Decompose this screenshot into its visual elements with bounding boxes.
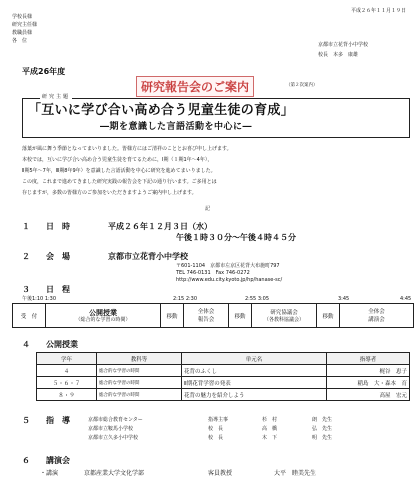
lessons-header-grade: 学年 [37,353,97,365]
schedule-move-1: 移動 [161,304,184,328]
guidance-surname-2: 高 橋 [262,426,278,432]
schedule-time-3: 2:55 3:05 [245,296,270,302]
guidance-surname-3: 木 下 [262,435,278,441]
schedule-move-2: 移動 [229,304,252,328]
table-row [37,365,410,377]
guidance-given-2: 弘 先生 [312,426,333,432]
section-5-label: 指 導 [46,416,70,425]
theme-sub: ―期を意識した言語活動を中心に― [100,122,253,132]
ki-mark: 記 [205,206,211,212]
lesson-grade: ８・９ [37,389,97,401]
schedule-research-meeting [252,304,317,328]
guidance-role-1: 指導主事 [208,417,229,423]
schedule-plenary-report [184,304,229,328]
theme-main: 「互いに学び合い高め合う児童生徒の育成」 [28,103,295,118]
schedule-time-2: 2:15 2:30 [173,296,198,302]
lecture-title: 客員教授 [208,470,233,477]
section-4-label: 公開授業 [46,340,78,349]
guidance-given-1: 朗 先生 [312,417,333,423]
guidance-org-3: 京都市立久多小中学校 [88,435,139,441]
schedule-reception: 受 付 [13,304,46,328]
document-date: 平成２６年１１月１９日 [350,8,406,14]
section-3-label: 日 程 [46,285,70,294]
section-1-number: １ [22,222,30,231]
guidance-org-1: 京都市総合教育センター [88,417,143,423]
section-6-label: 講演会 [46,456,70,465]
schedule-time-5: 4:45 [400,296,412,302]
lesson-teacher: 稲島 大・森本 育 [327,377,410,389]
lesson-subject: 総合的な学習の時間 [97,377,182,389]
venue-tel: TEL 746-0131 Fax 746-0272 [176,270,250,276]
theme-label: 研究主題 [42,94,71,100]
lessons-header-unit: 単元名 [182,353,327,365]
recipient-2: 研究主任様 [12,22,38,28]
schedule-time-4: 3:45 [338,296,350,302]
guidance-given-3: 明 先生 [312,435,333,441]
schedule-plenary-lecture [340,304,414,328]
lesson-grade: ４ [37,365,97,377]
schedule-plenary-report-line1: 全体会 [197,308,215,315]
lessons-header-teacher: 指導者 [327,353,410,365]
schedule-open-lesson [46,304,161,328]
section-1-label: 日 時 [46,222,70,231]
venue-name: 京都市立花背小中学校 [108,252,188,261]
schedule-plenary-report-line2: 報告会 [197,316,215,323]
lessons-header-row [37,353,410,365]
section-1-time: 午後１時３０分～午後４時４５分 [176,233,296,242]
lecture-affiliation: 京都産業大学文化学部 [84,470,145,477]
schedule-open-lesson-sub: （総合的な学習の時間） [75,316,131,323]
recipient-4: 各 位 [12,38,28,44]
lesson-unit: 花背の魅力を紹介しよう [182,389,327,401]
intro-line-2: 本校では，互いに学び合い高め合う児童生徒を育てるために，Ⅰ期（１期1年～4年）， [22,157,213,163]
schedule-plenary-lecture-line1: 全体会 [368,308,385,315]
section-6-number: ６ [22,456,30,465]
lesson-unit: 花背のふくし [182,365,327,377]
venue-address: 〒601-1104 京都市左京区花背大布施町797 [176,263,280,269]
intro-line-3: Ⅱ期5年～7年，Ⅲ期8年9年）を意識した言語活動を中心に研究を進めてまいりました。 [22,168,216,174]
schedule-table [12,303,414,328]
lesson-teacher: 高屋 宏元 [327,389,410,401]
lesson-unit: Ⅱ期花背学習の発表 [182,377,327,389]
lecture-prefix: ・講演 [40,470,59,477]
sender-name: 校長 本多 康雄 [318,52,359,58]
section-5-number: ５ [22,416,30,425]
section-2-number: ２ [22,252,30,261]
lesson-subject: 総合的な学習の時間 [97,365,182,377]
lesson-grade: ５・６・７ [37,377,97,389]
schedule-time-1: 午後1:10 1:30 [22,296,57,302]
section-3-number: ３ [22,285,30,294]
recipient-3: 教職員様 [12,30,33,36]
lecture-name: 大平 睦美先生 [274,470,317,477]
lesson-teacher: 梶谷 恵子 [327,365,410,377]
section-2-label: 会 場 [46,252,70,261]
guidance-org-2: 京都市立鞍馬小学校 [88,426,134,432]
intro-line-5: 存じますが，多数の皆様方のご参加をいただきますようご案内申し上げます。 [22,190,197,196]
table-row [37,377,410,389]
lessons-header-subject: 教科等 [97,353,182,365]
lesson-subject: 総合的な学習の時間 [97,389,182,401]
lessons-table [36,352,410,401]
schedule-research-meeting-line1: 研究協議会 [270,309,298,316]
schedule-research-meeting-line2: （各教科協議会） [263,316,304,323]
main-title: 研究報告会のご案内 [136,76,254,97]
sender-school: 京都市立花背小中学校 [318,42,369,48]
section-4-number: ４ [22,340,30,349]
main-title-note: （第２次案内） [286,83,318,88]
schedule-open-lesson-title: 公開授業 [89,308,117,317]
fiscal-year-label: 平成26年度 [22,67,66,76]
guidance-role-3: 校 長 [208,435,224,441]
section-1-date: 平成２６年１２月３日（水） [108,222,212,231]
table-row [37,389,410,401]
schedule-move-3: 移動 [317,304,340,328]
recipient-1: 学校長様 [12,14,33,20]
schedule-plenary-lecture-line2: 講演会 [368,316,385,323]
guidance-role-2: 校 長 [208,426,224,432]
intro-line-1: 落葉が風に舞う季節となってまいりました。皆様方にはご清祥のこととお喜び申し上げます。 [22,146,232,152]
guidance-surname-1: 杉 村 [262,417,278,423]
venue-url[interactable]: http://www.edu.city.kyoto.jp/hp/hanase-sc/ [176,277,283,283]
intro-line-4: この度，これまで進めてきました研究実践の報告会を下記の通り行います。ご多用とは [22,179,217,185]
